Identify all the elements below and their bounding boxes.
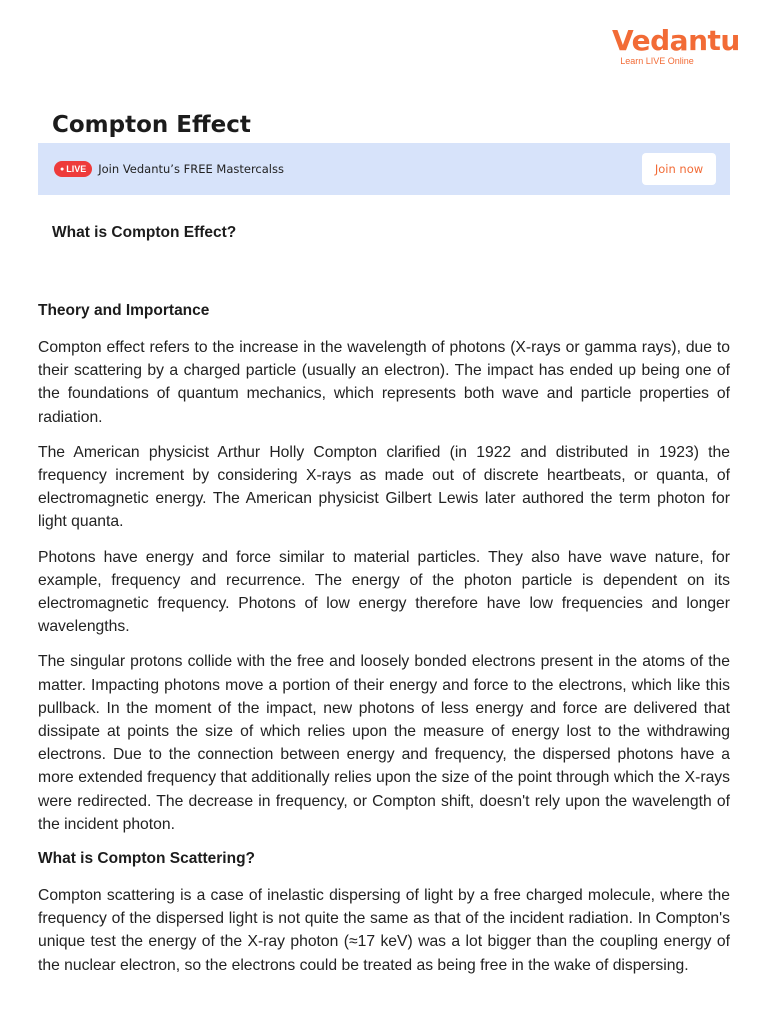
paragraph: Photons have energy and force similar to material particles. They also have wave nature, for example, frequency and recurrence. The energy of the photon particle is dependent on its electromagnetic frequency. Photons of low energy therefore have low frequencies and longer wavelengths. (38, 548, 730, 636)
paragraph: Compton effect refers to the increase in the wavelength of photons (X-rays or gamma rays), due to their scattering by a charged particle (usually an electron). The impact has ended up being one of the foundations of quantum mechanics, which represents both wave and particle properties of radiation. (38, 339, 730, 426)
paragraph: Compton scattering is a case of inelastic dispersing of light by a free charged molecule, where the frequency of the dispersed light is not quite the same as that of the incident radiation. In Compton's unique test the energy of the X-ray photon (≈17 keV) was a lot bigger than the coupling energy of the nuclear electron, so the electrons could be treated as being free in the wake of dispersing. (38, 887, 730, 974)
logo-tagline: Learn LIVE Online (620, 56, 694, 66)
live-dot-icon: ● (60, 165, 65, 173)
paragraph: The American physicist Arthur Holly Compton clarified (in 1922 and distributed in 1923) the frequency increment by considering X-rays as made out of discrete heartbeats, or quanta, of electromagnetic energy. The American physicist Gilbert Lewis later authored the term photon for light quanta. (38, 443, 730, 531)
logo-wordmark: Vedantu (612, 24, 740, 57)
join-now-button[interactable]: Join now (642, 153, 716, 185)
section-heading-what-is: What is Compton Effect? (52, 224, 237, 241)
section-heading-scattering: What is Compton Scattering? (38, 850, 255, 868)
vedantu-logo[interactable] (612, 24, 740, 66)
article-body (38, 300, 730, 989)
page-title: Compton Effect (52, 112, 251, 138)
banner-text: Join Vedantu’s FREE Mastercalss (98, 162, 284, 176)
live-badge (54, 161, 92, 177)
masterclass-banner (38, 143, 730, 195)
live-badge-label: LIVE (66, 164, 87, 174)
section-heading-theory: Theory and Importance (38, 302, 210, 319)
paragraph: The singular protons collide with the free and loosely bonded electrons present in the atoms of the matter. Impacting photons move a portion of their energy and force to the electrons, which like this pullback. In the moment of the impact, new photons of less energy and force are delivered that dissipate at points the size of which relies upon the measure of energy lost to the withdrawing electrons. Due to the connection between energy and frequency, the dispersed photons have a more extended frequency that additionally relies upon the size of the point through which the X-rays were redirected. The decrease in frequency, or Compton shift, doesn't rely upon the wavelength of the incident photon. (38, 653, 730, 833)
